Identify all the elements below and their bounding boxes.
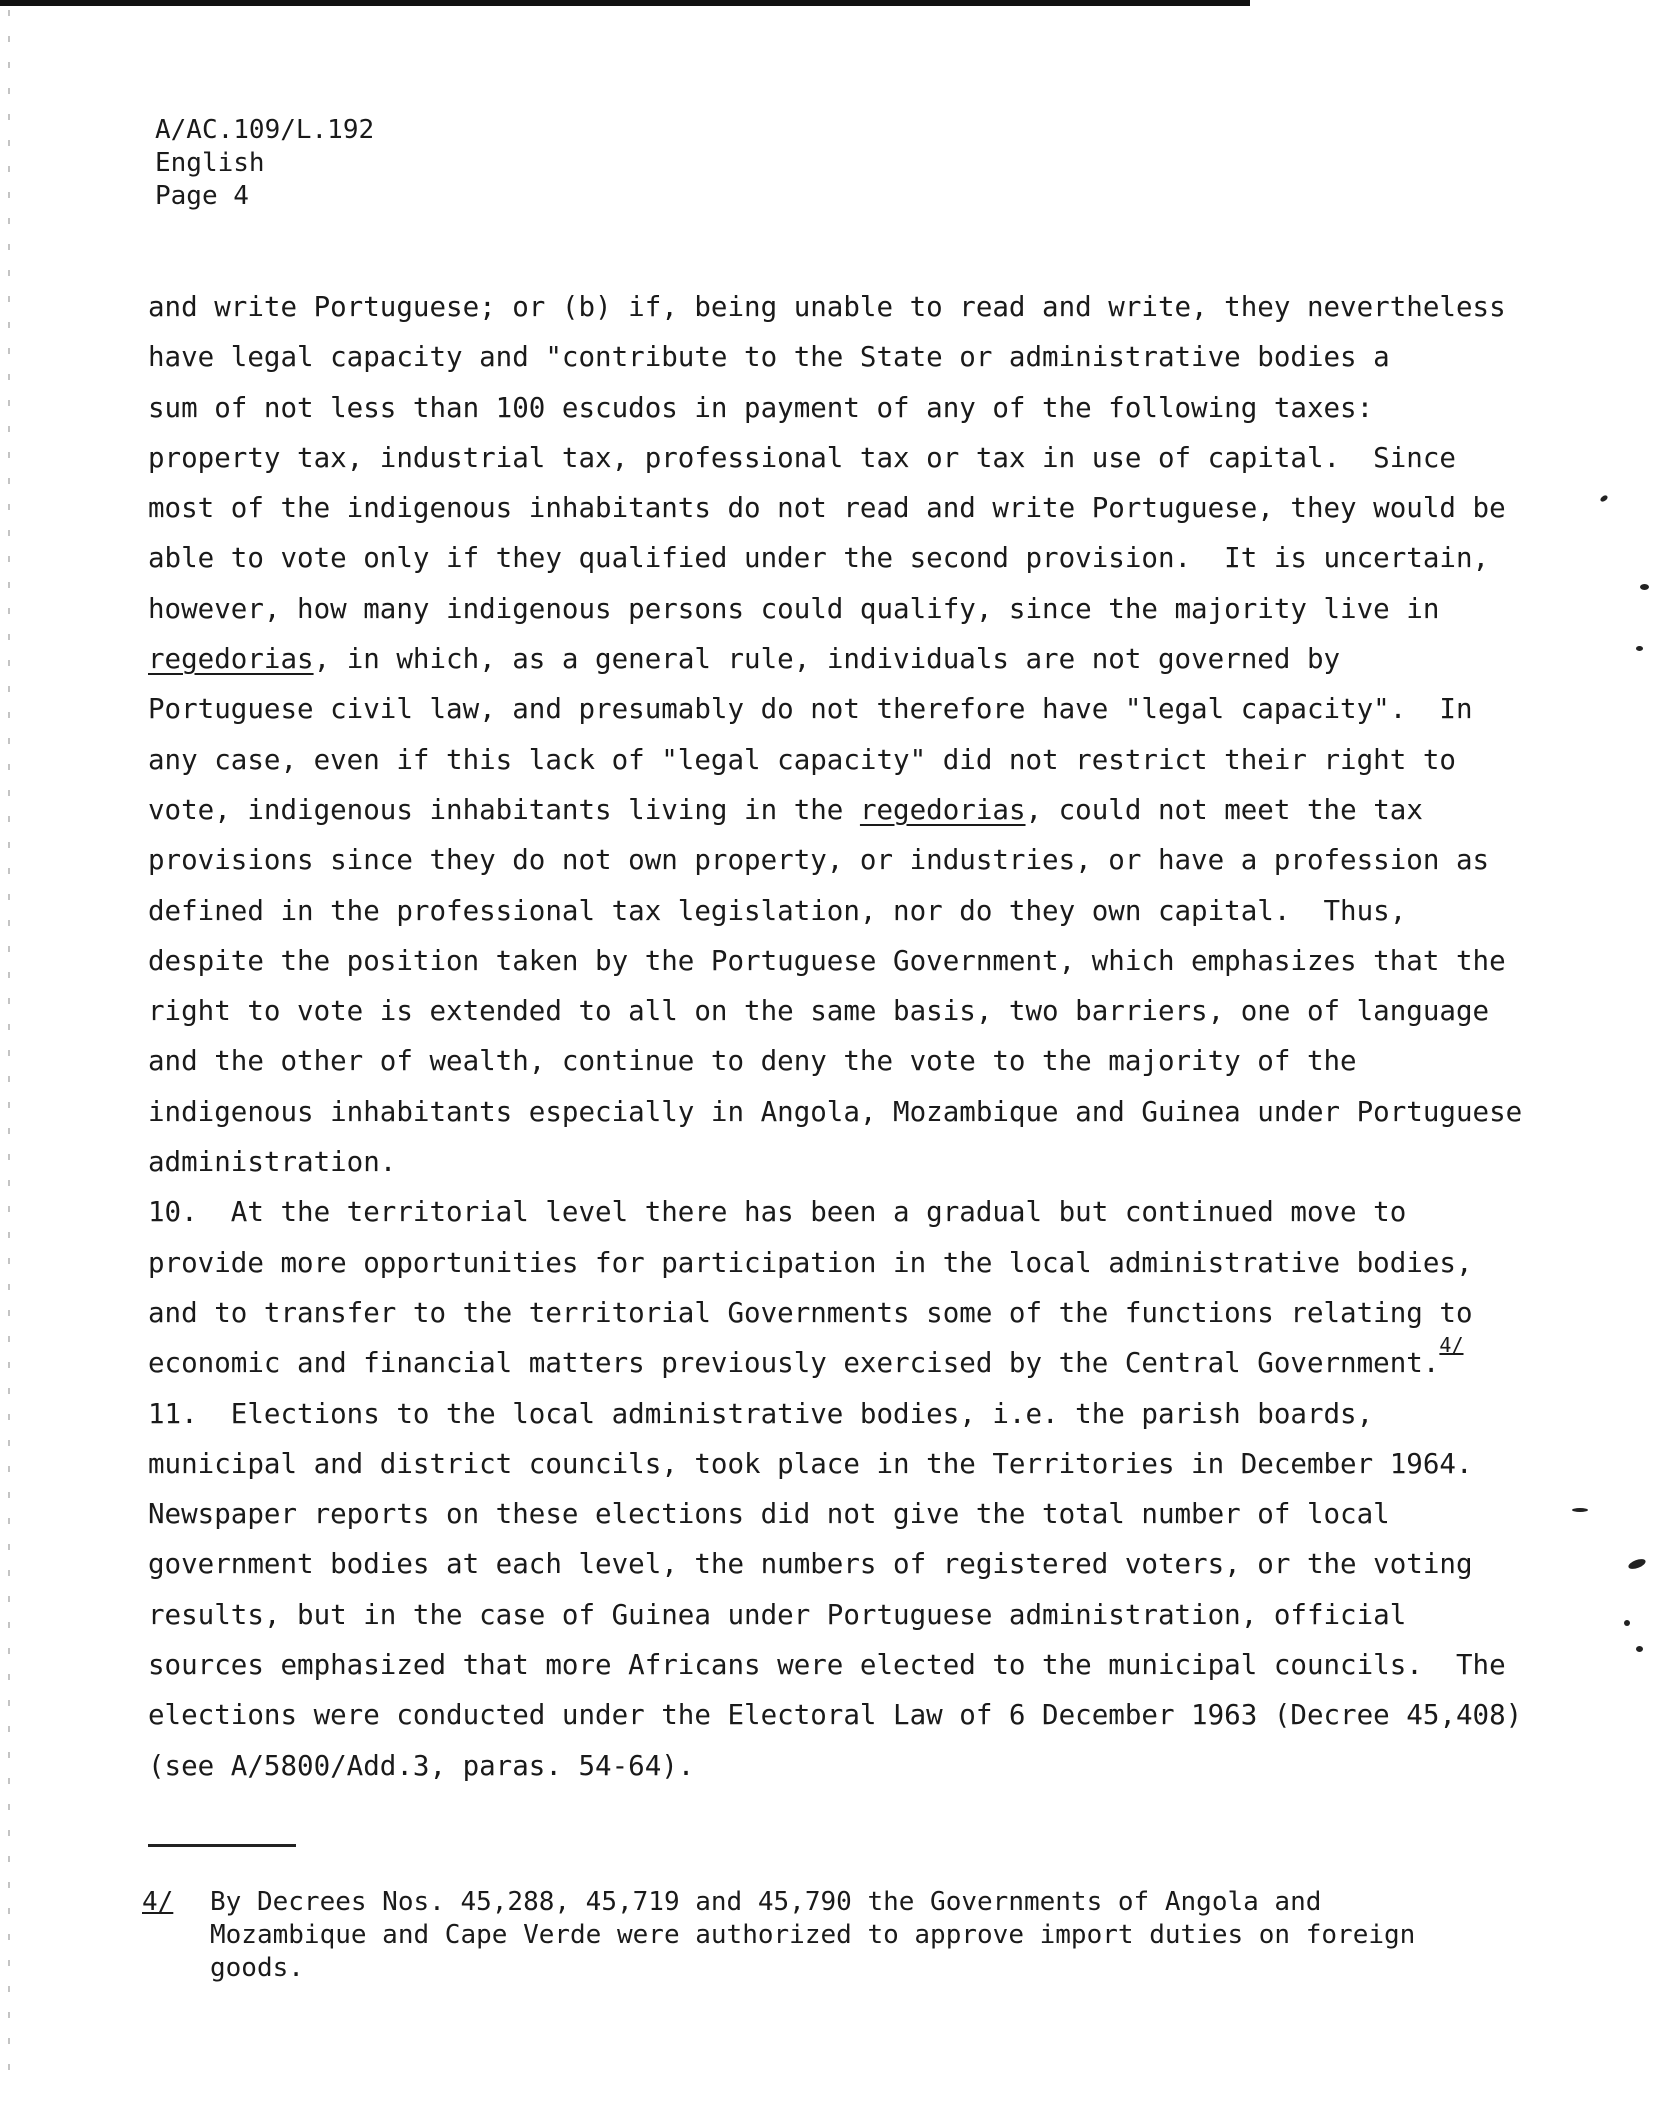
text-line: most of the indigenous inhabitants do not read and write Portuguese, they would be: [148, 492, 1506, 525]
text-line: able to vote only if they qualified under the second provision. It is uncertain,: [148, 542, 1490, 575]
document-language: English: [155, 148, 265, 178]
text-line: 11. Elections to the local administrative bodies, i.e. the parish boards,: [148, 1397, 1374, 1430]
text-line: government bodies at each level, the numbers of registered voters, or the voting: [148, 1548, 1473, 1581]
scan-speck: [1572, 1508, 1588, 1512]
text-segment: economic and financial matters previously exercised by the Central Government.: [148, 1347, 1440, 1380]
text-line: results, but in the case of Guinea under Portuguese administration, official: [148, 1598, 1407, 1631]
page-top-border: [0, 0, 1250, 6]
footnote-line: goods.: [210, 1953, 304, 1983]
scan-speck: [1636, 1646, 1643, 1652]
text-line: municipal and district councils, took place in the Territories in December 1964.: [148, 1447, 1473, 1480]
text-segment: , could not meet the tax: [1025, 793, 1423, 826]
text-line: indigenous inhabitants especially in Angola, Mozambique and Guinea under Portuguese: [148, 1095, 1523, 1128]
text-line: and to transfer to the territorial Governments some of the functions relating to: [148, 1296, 1473, 1329]
document-body: [148, 282, 1538, 1791]
footnote-marker: 4/: [142, 1887, 174, 1917]
scan-speck: [1636, 646, 1643, 651]
text-line: sources emphasized that more Africans were elected to the municipal councils. The: [148, 1649, 1506, 1682]
scan-speck: [1627, 1557, 1647, 1571]
text-line: any case, even if this lack of "legal capacity" did not restrict their right to: [148, 743, 1456, 776]
text-segment: vote, indigenous inhabitants living in the: [148, 793, 860, 826]
scan-left-edge: [8, 10, 10, 2090]
text-line: [148, 1333, 1538, 1388]
scan-speck: [1599, 494, 1608, 503]
text-line: however, how many indigenous persons could qualify, since the majority live in: [148, 592, 1440, 625]
text-line: sum of not less than 100 escudos in payment of any of the following taxes:: [148, 391, 1374, 424]
footnote-line: Mozambique and Cape Verde were authorized to approve import duties on foreign: [210, 1920, 1416, 1950]
text-line: and write Portuguese; or (b) if, being unable to read and write, they nevertheless: [148, 291, 1506, 323]
text-line: Portuguese civil law, and presumably do not therefore have "legal capacity". In: [148, 693, 1473, 726]
text-line: right to vote is extended to all on the same basis, two barriers, one of language: [148, 995, 1490, 1028]
scan-speck: [1640, 584, 1649, 590]
text-line: provide more opportunities for participation in the local administrative bodies,: [148, 1246, 1473, 1279]
footnote-reference: 4/: [1439, 1333, 1464, 1358]
footnote-line: By Decrees Nos. 45,288, 45,719 and 45,790 the Governments of Angola and: [210, 1887, 1322, 1917]
footnote-separator: [148, 1844, 296, 1847]
text-line: and the other of wealth, continue to deny the vote to the majority of the: [148, 1045, 1357, 1078]
document-header: [155, 114, 374, 213]
text-line: despite the position taken by the Portuguese Government, which emphasizes that the: [148, 944, 1506, 977]
text-segment: , in which, as a general rule, individuals are not governed by: [313, 643, 1341, 676]
text-line: elections were conducted under the Electoral Law of 6 December 1963 (Decree 45,408): [148, 1699, 1523, 1732]
text-line: defined in the professional tax legislation, nor do they own capital. Thus,: [148, 894, 1407, 927]
document-symbol: A/AC.109/L.192: [155, 115, 375, 145]
text-line: [148, 785, 1538, 835]
page-number: Page 4: [155, 181, 249, 211]
text-line: administration.: [148, 1146, 397, 1179]
text-line: (see A/5800/Add.3, paras. 54-64).: [148, 1749, 695, 1782]
scan-speck: [1624, 1620, 1630, 1626]
text-line: Newspaper reports on these elections did not give the total number of local: [148, 1498, 1390, 1531]
underlined-term: regedorias: [148, 643, 314, 676]
footnote-text: [210, 1886, 1570, 1985]
text-line: have legal capacity and "contribute to the State or administrative bodies a: [148, 341, 1390, 374]
text-line: 10. At the territorial level there has been a gradual but continued move to: [148, 1196, 1407, 1229]
text-line: [148, 634, 1538, 684]
underlined-term: regedorias: [859, 793, 1026, 826]
text-line: provisions since they do not own property, or industries, or have a profession as: [148, 844, 1490, 877]
text-line: property tax, industrial tax, professional tax or tax in use of capital. Since: [148, 441, 1456, 474]
